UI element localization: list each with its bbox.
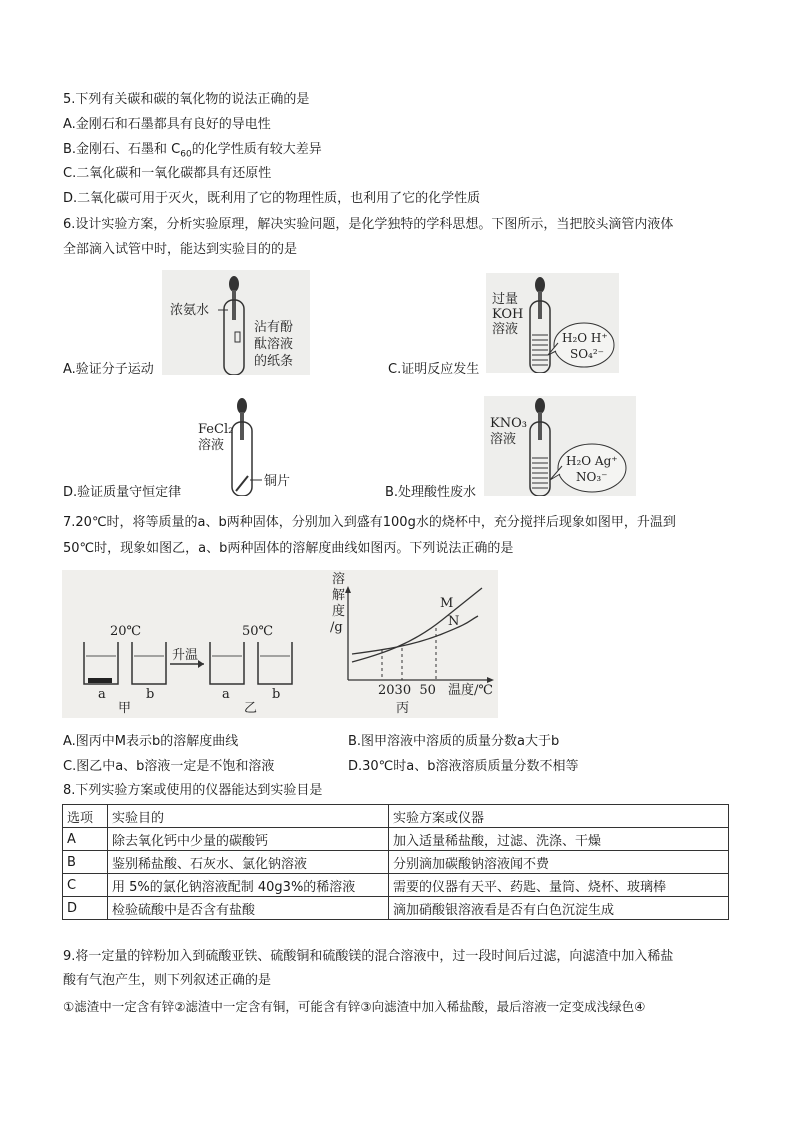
- figure-a-label-ammonia: 浓氨水: [170, 303, 210, 318]
- figure-d-label-copper: 铜片: [264, 474, 291, 489]
- q7-ylabel-1: 溶: [332, 572, 346, 587]
- table-cell-option: C: [63, 874, 108, 897]
- figure-b-label-solution: 溶液: [490, 432, 517, 447]
- figure-a-label-paper-3: 的纸条: [254, 354, 294, 369]
- q7-label-a2: a: [222, 687, 230, 702]
- q7-xticks: 2030 50: [378, 683, 436, 698]
- q7-stem-line1: 7.20℃时，将等质量的a、b两种固体，分别加入到盛有100g水的烧杯中，充分搅拌后现象如图甲，升温到: [63, 515, 676, 530]
- q7-label-heat: 升温: [172, 648, 199, 663]
- q6-option-c: C.证明反应发生: [388, 362, 480, 377]
- q6-option-b: B.处理酸性废水: [385, 485, 477, 500]
- table-cell-method: 滴加硝酸银溶液看是否有白色沉淀生成: [389, 897, 729, 920]
- table-cell-option: D: [63, 897, 108, 920]
- figure-c-label-excess: 过量: [492, 292, 519, 307]
- q6-option-a: A.验证分子运动: [63, 362, 154, 377]
- q7-option-b: B.图甲溶液中溶质的质量分数a大于b: [348, 734, 560, 749]
- q7-label-50c: 50℃: [242, 624, 274, 639]
- q7-ylabel-4: /g: [330, 620, 343, 635]
- figure-c-label-koh: KOH: [492, 307, 524, 322]
- q8-table: [62, 804, 729, 920]
- q6-option-d: D.验证质量守恒定律: [63, 485, 182, 500]
- q5-stem: 5.下列有关碳和碳的氧化物的说法正确的是: [63, 92, 310, 107]
- table-row: [63, 828, 729, 851]
- q7-stem-line2: 50℃时，现象如图乙，a、b两种固体的溶解度曲线如图丙。下列说法正确的是: [63, 541, 514, 556]
- q7-option-c: C.图乙中a、b溶液一定是不饱和溶液: [63, 759, 275, 774]
- q5-option-b: B.金刚石、石墨和 $C_{60}$的化学性质有较大差异: [63, 142, 322, 160]
- q6-stem-line1: 6.设计实验方案，分析实验原理，解决实验问题，是化学独特的学科思想。下图所示，当把胶头滴管内液体: [63, 217, 674, 232]
- figure-a-ammonia: [162, 270, 310, 375]
- figure-b-bubble-ions-2: NO₃⁻: [576, 470, 608, 484]
- table-cell-purpose: 除去氧化钙中少量的碳酸钙: [108, 828, 389, 851]
- figure-c-label-solution: 溶液: [492, 322, 519, 337]
- q7-label-bing: 丙: [396, 701, 410, 716]
- figure-c-bubble-ions-2: SO₄²⁻: [570, 347, 605, 361]
- table-cell-method: 加入适量稀盐酸，过滤、洗涤、干燥: [389, 828, 729, 851]
- q7-label-b2: b: [272, 687, 281, 702]
- q7-curve-m-label: M: [440, 596, 454, 611]
- q9-stem-line3: ①滤渣中一定含有锌②滤渣中一定含有铜，可能含有锌③向滤渣中加入稀盐酸，最后溶液一定变成浅绿色④: [63, 999, 646, 1014]
- q7-label-20c: 20℃: [110, 624, 142, 639]
- q7-label-a1: a: [98, 687, 106, 702]
- q5-option-a: A.金刚石和石墨都具有良好的导电性: [63, 117, 271, 132]
- figure-b-label-kno3: KNO₃: [490, 416, 527, 431]
- figure-a-label-paper-1: 沾有酚: [254, 320, 294, 335]
- q7-option-a: A.图丙中M表示b的溶解度曲线: [63, 734, 239, 749]
- figure-c-koh: [486, 273, 619, 373]
- table-row: [63, 897, 729, 920]
- table-header-method: 实验方案或仪器: [389, 805, 729, 828]
- table-cell-method: 分别滴加碳酸钠溶液闻不费: [389, 851, 729, 874]
- q5-option-d: D.二氧化碳可用于灭火，既利用了它的物理性质，也利用了它的化学性质: [63, 191, 481, 206]
- q9-stem-line1: 9.将一定量的锌粉加入到硫酸亚铁、硫酸铜和硫酸镁的混合溶液中，过一段时间后过滤，向滤渣中加入稀盐: [63, 949, 674, 964]
- q6-stem-line2: 全部滴入试管中时，能达到实验目的的是: [63, 242, 298, 257]
- table-header-purpose: 实验目的: [108, 805, 389, 828]
- figure-a-label-paper-2: 酞溶液: [254, 337, 294, 352]
- table-cell-purpose: 用 5%的氯化钠溶液配制 40g3%的稀溶液: [108, 874, 389, 897]
- q7-ylabel-3: 度: [332, 604, 346, 619]
- q7-label-jia: 甲: [118, 701, 132, 716]
- table-cell-purpose: 鉴别稀盐酸、石灰水、氯化钠溶液: [108, 851, 389, 874]
- figure-c-bubble-ions-1: H₂O H⁺: [562, 331, 608, 345]
- figure-b-bubble-ions-1: H₂O Ag⁺: [566, 454, 618, 468]
- figure-b-kno3: [484, 396, 636, 496]
- figure-d-label-solution: 溶液: [198, 438, 225, 453]
- figure-q7-beakers-and-curves: [62, 570, 498, 718]
- q7-ylabel-2: 解: [332, 588, 346, 603]
- q7-curve-n-label: N: [448, 614, 460, 629]
- q7-label-b1: b: [146, 687, 155, 702]
- q7-option-d: D.30℃时a、b溶液溶质质量分数不相等: [348, 759, 579, 774]
- figure-d-fecl2: [192, 396, 310, 496]
- q7-label-yi: 乙: [244, 701, 258, 716]
- table-header-option: 选项: [63, 805, 108, 828]
- q7-xlabel: 温度/℃: [448, 683, 493, 698]
- figure-d-label-fecl2: FeCl₂: [198, 422, 234, 437]
- q5-option-c: C.二氧化碳和一氧化碳都具有还原性: [63, 166, 272, 181]
- q8-stem: 8.下列实验方案或使用的仪器能达到实验目是: [63, 783, 323, 798]
- table-cell-option: A: [63, 828, 108, 851]
- table-cell-purpose: 检验硫酸中是否含有盐酸: [108, 897, 389, 920]
- table-row: [63, 851, 729, 874]
- table-row: [63, 874, 729, 897]
- table-header-row: [63, 805, 729, 828]
- q9-stem-line2: 酸有气泡产生，则下列叙述正确的是: [63, 973, 272, 988]
- table-cell-option: B: [63, 851, 108, 874]
- table-cell-method: 需要的仪器有天平、药匙、量筒、烧杯、玻璃棒: [389, 874, 729, 897]
